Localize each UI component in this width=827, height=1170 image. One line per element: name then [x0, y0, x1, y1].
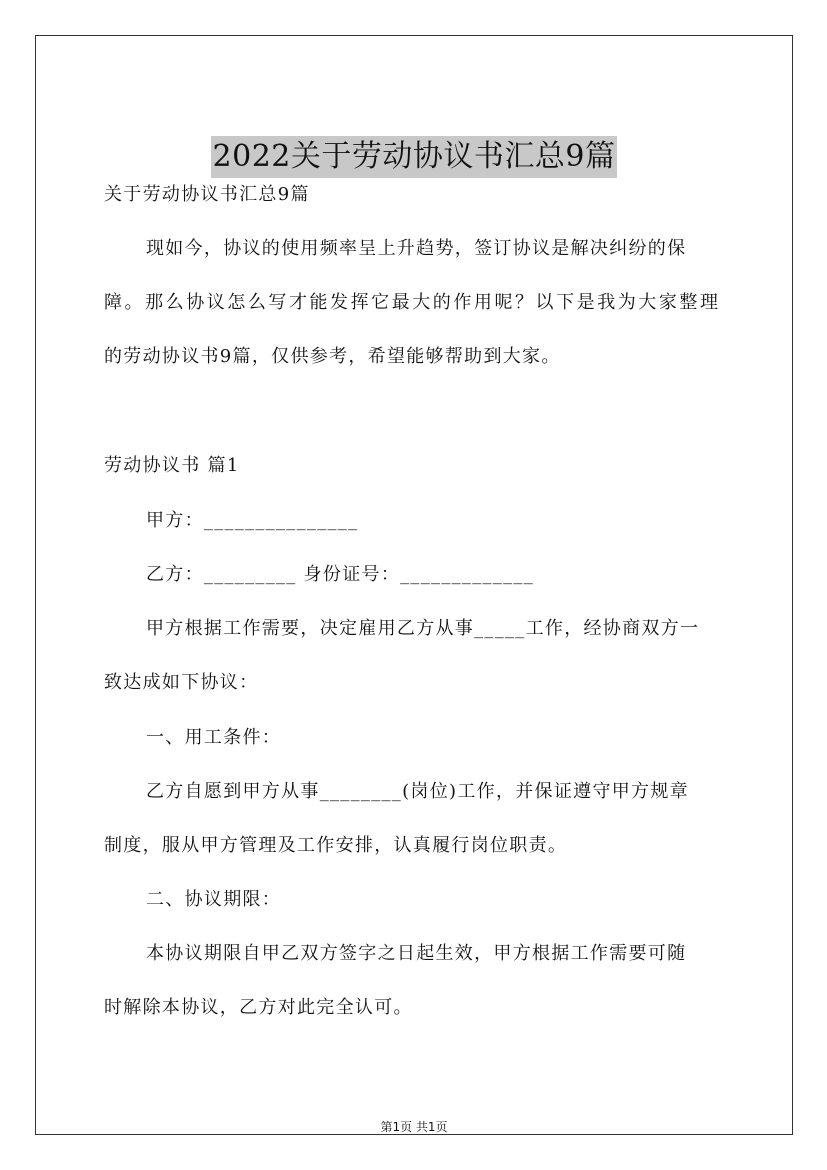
- party-a-line: 甲方：_______________: [146, 510, 359, 531]
- para2-line-1: 乙方自愿到甲方从事________(岗位)工作，并保证遵守甲方规章: [146, 781, 689, 802]
- party-b-line: 乙方：_________ 身份证号：_____________: [146, 564, 535, 585]
- para3-line-2: 时解除本协议，乙方对此完全认可。: [104, 997, 413, 1018]
- section-heading: 劳动协议书 篇1: [104, 455, 240, 476]
- para1-line-2: 致达成如下协议：: [104, 672, 259, 693]
- document-subtitle: 关于劳动协议书汇总9篇: [104, 184, 310, 205]
- intro-line-3: 的劳动协议书9篇，仅供参考，希望能够帮助到大家。: [104, 346, 561, 367]
- intro-line-2: 障。那么协议怎么写才能发挥它最大的作用呢？以下是我为大家整理: [104, 292, 721, 313]
- heading-agreement-term: 二、协议期限：: [146, 889, 282, 910]
- para2-line-2: 制度，服从甲方管理及工作安排，认真履行岗位职责。: [104, 835, 568, 856]
- page-number-label: 第1页 共1页: [380, 1120, 448, 1134]
- para3-line-1: 本协议期限自甲乙双方签字之日起生效，甲方根据工作需要可随: [146, 943, 687, 964]
- title-container: [36, 136, 792, 178]
- para1-line-1: 甲方根据工作需要，决定雇用乙方从事_____工作，经协商双方一: [146, 618, 700, 639]
- intro-line-1: 现如今，协议的使用频率呈上升趋势，签订协议是解决纠纷的保: [146, 238, 687, 259]
- document-title: 2022关于劳动协议书汇总9篇: [211, 136, 618, 178]
- document-page: [35, 35, 793, 1135]
- heading-employment-conditions: 一、用工条件：: [146, 727, 282, 748]
- page-footer: [36, 1119, 792, 1135]
